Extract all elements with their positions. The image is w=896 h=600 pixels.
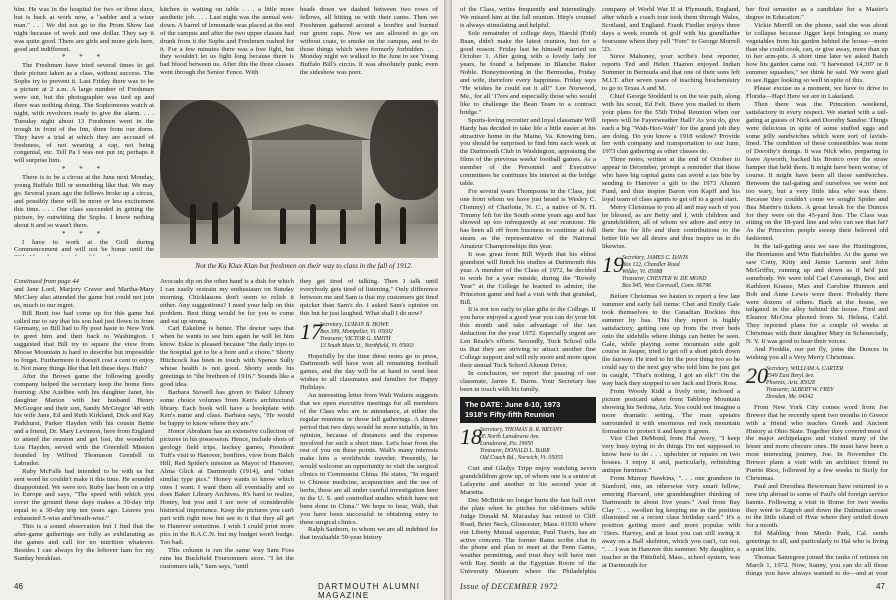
- paragraph: Hopefully by the time these notes go to press, Dartmouth will have won all remaining football games, and the day will be at hand to send best wishes to all classmates and families for Happy Holidays.: [300, 352, 438, 392]
- paragraph: It is not too early to plan gifts to the College. If you have enjoyed a good year you can do your bit this month and take advantage of the tax deduction for the year 1972. Especially urgent are Len Reade's efforts. Secondly, Tuck School tells us that they are striving to attract another fine College support and will rely more and more upon their annual Tuck School Alumni Drive.: [460, 306, 596, 369]
- reunion-title: 1918's Fifty-fifth Reunion: [465, 410, 555, 420]
- paragraph: of the Class, writes frequently and interestingly. We missed him at the fall reunion. Hirp's counsel is always stimulating and helpful.: [460, 6, 596, 29]
- paragraph: After the Brown game the following goodly company helped the secretary keep the home fires burning: Abe Axelbee with his daughter Janet, his daughter Marion with her husband Henry McGregor and their son, Sandy McGregor '48 with his wife Jane, Ed and Ruth Kirkland, Dick and Kay Parkhurst, Parker Hayden with his cousin Bettie and a friend, Dr. Mary Levinson, here from England to attend the reunion and get lost, the wonderful Lou Hayden, served with the Greenfell Mission founded by Wilfred Thomason Grenfell in Labrador.: [14, 372, 154, 467]
- paragraph: I have to work at the Grill during Commencement and will not be home until the: [14, 238, 154, 254]
- photo-caption: Not the Ku Klux Klan but freshmen on their way to class in the fall of 1912.: [195, 262, 413, 270]
- magazine-name: DARTMOUTH ALUMNI MAGAZINE: [318, 582, 421, 600]
- secretary-line: Secretary, LUMAN B. HOWE: [320, 321, 389, 328]
- paragraph: Honor Abraham has an extensive collection of pictures in his possession. Hence, include shots of geology field trips, hockey games, President Tuft's visit to Hanover, bonfires, view from Balch Hill, Red Spider's mission as Mayor of Hanover, Alma Glick at Dartmouth (1914), and "other similar type pics." Honey wants to know which ones I want. I want them all eventually and so does Baker Library Archives. It's hard to realize, Honey, but you and I are now of considerable historical importance. Keep the pictures you can't part with right now but see to it that they all get to Hanover sometime. I wish I could print more pics in the B.A.C.N. but my budget won't budge. Too bad.: [160, 428, 294, 546]
- paragraph: Barbara Stowell has given to Baker Library some choice volumes from Ken's architectural library. Each book will have a bookplate with Ken's name and class. Barbara says, "He would be happy to know where they are.": [160, 388, 294, 428]
- issue-date: Issue of DECEMBER 1972: [460, 582, 558, 591]
- paragraph: Vickie Merrill on the phone, said she was about to collapse because Jigger kept bringing so many vegetables from his garden behind the house—more than she could cook, can, or give away, more than up to her arm-pits. A short time later we asked Batch how his garden came out. "I harvested 14,307 or 8 summer squashes," we think he said. We were glad to see Jigger looking so well in spite of this.: [746, 21, 888, 85]
- left-col1-top: [14, 6, 154, 256]
- secretary-address: Wilder, Vt. 05088: [622, 269, 663, 276]
- class-number: 18: [460, 424, 482, 450]
- secretary-address: 2549 East Beryl Ave.: [766, 372, 815, 379]
- paragraph: From Murray Hawkins, ". . . one grandson in Stanford, one, an otherwise very smart fellow, entering Harvard, one granddaughter thinking of Dartmouth in about five years." And from Ray Clay ". . . swollen leg keeping me in the position illustrated on a recent class birthday card." It's a position getting more and more popular with '19ers. Harvey, and at least you can still swing it away on a Ball skeleton, which you can't, cut out. ". . . I was in Hanover this summer. My daughter, a teacher in the Pittsfield, Mass., school system, was at Dartmouth for: [602, 474, 740, 569]
- paragraph: Three notes, written at the end of October to appear in December, prompt a reminder that those who have big capital gains can avoid a tax bite by sending to Hanover a gift to the 1973 Alumni Fund, and thus inspire Baron von Kapff and his loyal team of class agents to get off to a good start.: [602, 156, 740, 203]
- secretary-line: Secretary, THOMAS B. R. BRYANT: [480, 427, 563, 434]
- paragraph: Please excuse us a moment, we have to drive to Florida—Hap! Here we are in Lakeland.: [746, 85, 888, 100]
- secretary-address: Box 399, Montpelier, Vt. 05602: [320, 328, 393, 335]
- paragraph: In conclusion, we report the passing of our classmate, James E. Burns. Your Secretary has been in touch with his family.: [460, 369, 596, 393]
- right-col3: [746, 6, 888, 576]
- left-col1-bottom: [14, 278, 154, 576]
- class-number: 20: [746, 362, 768, 388]
- right-page: [452, 0, 896, 600]
- treasurer-line: Treasurer, CHESTER W. DE MOND: [622, 276, 707, 283]
- treasurer-line: Treasurer, ALBERT W. FREY: [766, 386, 834, 393]
- paragraph: Avocado dip on the other hand is a dish for which I can easily restrain my enthusiasm on Sunday morning. Chicklasons don't seem to relish it either. Any suggestions? I need your help on this problem. Best thing would be for you to come and eat up strong.: [160, 278, 294, 325]
- left-col3-top: [300, 6, 438, 96]
- paragraph: Merry Christmas to you all and may each of you be blessed, as are Betty and I, with children and grandchildren, all of whom we adore and envy in their fun for life and their contributions to the better life we all desire and thus inspire us to do likewise.: [602, 203, 740, 251]
- freshmen-photo: [160, 100, 438, 258]
- paragraph: Sole remainder of college days, Harold (Frid) Bean, didn't make the latest reunion, but for a good reason. Friday last he himself married on October 1. After going with a lovely lady for years, he found a helpmate in Blanche Baker Noble. Honeymooning in the Bermudas, Friday and wife, therefore every happiness. Friday says "He wishes he could eat it all!" Lee Norwood, Me., for all '17ers and especially those who would like to challenge the Bean Team to a contract bridge.": [460, 29, 596, 116]
- paragraph: Doc McBride no longer hurts the fast ball over the plate when he pitches for old-timers while Judge Donald M. Macaulay has retired to Cliff Road, Brier Neck, Gloucester, Mass. 01930 where our Liberty Mutual superstar, Paul Travis, has an active concern. The former Rams scribe chat in the phone and plan to meet at the Penn Game, weather permitting, and trust they will have met with Ray Smith at the Egyptian Room of the University Museum where the Philadelphia: [460, 497, 596, 576]
- class-number: 17: [300, 318, 322, 344]
- treasurer-line: Treasurer, DONALD L. BARR: [480, 448, 550, 455]
- paragraph: and Jane Lord, Marjory Craver and Martha-Mary McClary also attended the game but could not join us, much to our regret.: [14, 285, 154, 309]
- secretary-address: Box 122, Chandler Road: [622, 262, 680, 269]
- paragraph: Paul and Dorothea Bewerman have returned to a new trip abroad to some of Paul's old foreign service haunts. Following a visit in Rome for two weeks they went to Zagreb and down the Dalmatian coast to the little island of Hvar where they settled down for a month.: [746, 482, 888, 530]
- paragraph: Ruby McFalls had intended to be with us but sent word he couldn't make it this time. He sounded disappointed. We were too. Ruby has been on a trip to Europe and says, "The speed with which you cover the ground these days makes a 30-day trip equal to a 30-day trip ten years ago. Leaves you exhausted 5-wise and breath-wise.": [14, 467, 154, 523]
- paragraph: Vice Chet DeMond, from Hal Avery, "I keep very busy trying to do things I'm not supposed to know how to do . . . upholster or repairs on two houses. I enjoy it and, particularly, refinishing antique furniture.": [602, 435, 740, 475]
- secretary-line: Secretary, JAMES C. DAVIS: [622, 255, 688, 262]
- paragraph: heads down we dashed between two rows of fellows, all hitting us with their canes. Then we Freshmen gathered around a bonfire and burned our green caps. Now we are allowed to go on without coats, to smoke on the campus, and to do those things which were formerly forbidden. . . . Monday night we walked to the June to see Young Buffalo Bill's circus. It was absolutely punk; even the sideshow was poor.: [300, 6, 438, 77]
- paragraph: From Woody Kidd a lively note, inclosed a picture postcard taken from Tabletop Mountain showing his Sedona, Ariz. You could not imagine a more dramatic setting. The man upstairs surrounded it with enormous red rock mountain formation to protect it and keep it green.: [602, 387, 740, 435]
- paragraph: kitchen to waiting on table . . . a little more aesthetic job. . . . Last night was the annual wet-down. A barrel of lemonade was placed at the end of the campus and after the two upper classes had drunk from it the Sophs and Freshmen rushed for it. For a few minutes there was a free fight, but they wouldn't let us fight long because there is bad blood between us. After this the three classes went through the Senior Fence. With: [160, 6, 294, 77]
- paragraph: him. He was in the hospital for two or three days, but is back at work now, a "sadder and a wiser man." . . . We did not go to the Prom Show last night because of work and one dollar. They say it was quite good. There are girls and more girls here, good and indifferent.: [14, 6, 154, 53]
- separator-stars: * * *: [62, 229, 106, 238]
- paragraph: Sports-loving recruiter and loyal classmate Will Hardy has decided to take life a little easier at his attractive home in the Maine, Va. Knowing him, you should be surprised to find him each week at the Dartmouth Club in Washington, appraising the films of the previous weeks' football games. As a member of the Personnel and Executive committees he continues his interest at the bridge table.: [460, 116, 596, 187]
- secretary-address: Phoenix, Ariz. 85028: [766, 379, 815, 386]
- class-1920-header: [746, 362, 888, 401]
- paragraph: This is a sound observation but I find that the after-game gatherings are fully as exhilarating as the games and call for no nutrition whatever. Besides I can always fry the leftover ham for my Sunday breakfast.: [14, 523, 154, 562]
- reunion-date-box: [460, 397, 596, 423]
- paragraph: company of World War II at Plymouth, England, after which a coach tour took them through Wales, Scotland, and England. Frank Fiedler enjoys three days a week rounds of golf with his grandfather foursome where they yell "Fore" to George Morrell '23.: [602, 6, 740, 53]
- separator-stars: * * *: [62, 53, 106, 62]
- secretary-address: Lansdowne, Pa. 19050: [480, 441, 534, 448]
- page-number-left: 46: [14, 582, 23, 591]
- spine-gutter: [444, 0, 452, 600]
- paragraph: This column is run the same way Sam Foss runs his Buckfield Foursonners store. "I let the customers talk," Sam says, "until: [160, 546, 294, 570]
- paragraph: Ralph Sanborn, to whom we are all indebted for that invaluable 50-year history: [300, 526, 438, 542]
- continued-note: Continued from page 44: [14, 278, 79, 285]
- left-col2-top: [160, 6, 294, 96]
- secretary-address: 95 North Lansdowne Ave.: [480, 434, 540, 441]
- paragraph: Then there was the Princeton weekend, satisfactory in every respect. We started with a tail-gating at guests of Nick and Dorothy Sandoe. Things were delicious in spite of some stuffed eggs and some jelly sandwiches which were sort of lavish-lined. The condition of these comestibles was none of Dorothy's doings. It was Nick who, preparing to leave Ayworth, backed his Bronco over the straw hamper that held them. It might have been worse, of course. It might have been all those sandwiches. Between the tail-gating and ourselves we were not too wary, but a very little idea who was there. Because they couldn't come we sought Spider and Bea Martin's tickets. A great break for the Dunces for they were on the 45-yard line. The Class was sitting on the 18-yard line and who can see that far? As the Princeton people sweep their beloved old fashioned.: [746, 100, 888, 243]
- paragraph: There is to be a circus at the June next Monday, young Buffalo Bill or something like that. We may go. Several years ago the fellows broke up a circus, and possibly there will be more or less excitement this time. . . . Our class succeeded in getting the picture, by outwitting the Sophs. I know nothing about it and so wasn't there.: [14, 174, 154, 229]
- paragraph: For several years Thompsons in the Class, just one from whom we have just heard is Wesley C. (Tommy) of Charlotte, N. C., a native of N. H. Tommy left for the South some years ago and has showed up too infrequently at our reunions. He has been all off from business to continue at full steam as the representative of the National Amateur Championships this year.: [460, 187, 596, 251]
- class-number: 19: [602, 252, 624, 278]
- page-number-right: 47: [876, 582, 885, 591]
- paragraph: From New York City comes word from Joe Brewer that he recently spent two months in Greece with a friend who teaches Greek and Ancient History at Ohio State. Together they covered most of the major archipelagos and visited many of the lesser and more obscure ones. He must have been a most interesting journey, Joe. In November Dr. Brewer plans a visit with an architect friend in Puerto Rico, followed by a few weeks in Sicily for Christmas.: [746, 403, 888, 482]
- left-col2-bottom: [160, 278, 294, 576]
- treasurer-address: Box 945, West Cornwall, Conn. 06796: [622, 283, 711, 290]
- paragraph: Curt and Gladys Tripp enjoy watching seven grandchildren grow up, of whom one is a senior at Lafayette and another in his second year at Marietta.: [460, 465, 596, 497]
- separator-stars: * * *: [62, 165, 106, 174]
- treasurer-line: Treasurer, VICTOR G. SMITH: [320, 335, 391, 342]
- paragraph: And Freddie, our pet fly, joins the Dunces in wishing you all a Very Merry Christmas.: [746, 345, 888, 361]
- paragraph: Carl Eskeline is better. The doctor says that when he wants to see him again he will let him know. Eskie is pleased because "the daily trips to the hospital got to be a bore and a chore." Shorty Hitchcock has been in touch with Spence Sully whose health is not good. Shorty sends his greetings to "the brethren of 1916." Sounds like a good idea.: [160, 325, 294, 388]
- paragraph: In the tail-gating area we saw the Huntingtons, the Brentanos and Win Batchelder. At the game we saw Cotty, Kitty and Jamie Larmon and John McGriffin, running up and down as if he'd just somebody. We were told Carl Cavanaugh, Doc and Kathleen Krause, Max and Caroline Hunnon and Bob and Anne Lewis were there. Probably there were dozens of others. Back at the house, we tailgated in the alley behind the house. Fred and Eleanor McCrea phoned from St. Helena, Calif. They reported plans for a couple of weeks at Christmas with their daughter Mary in Schenectady, N. Y. It was good to hear their voices.: [746, 243, 888, 346]
- right-col2: [602, 6, 740, 576]
- left-col3-bottom: [300, 278, 438, 576]
- paragraph: they get tired of talking. Then I talk until everybody gets tired of listening." Only difference between me and Sam is that my customers get tired quicker than Sam's do. I asked Sam's opinion on this but he just laughed. What shall I do now?: [300, 278, 438, 317]
- paragraph: her first semester as a candidate for a Master's degree in Education.": [746, 6, 888, 21]
- paragraph: Bill Brett too had come up for this game but called me to say that his son had just flown in from Germany, so Bill had to fly post haste to New York to greet him and then back to Washington. I suggested that Bill try to square the view from Moose Mountain is hard to describe but impossible to forget. Furthermore it doesn't cost a cent to enjoy it. Not many things like that left these days. Huh?: [14, 309, 154, 372]
- paragraph: Before Christmas we hasten to report a few late summer and early fall items: Chet and Emily Gale took themselves to the Canadian Rockies this summer by bus. This they report is highly satisfactory, getting one up from the river beds onto the sidehills where things can better be seen. Gale, while playing some mountain side golf course in Jasper, tried to get off a short pitch down the fairway. He tried to hit the poor thing too so he could say to the next guy who told him he just got in caught, "That's nothing, I got an elk!" On the way back they stopped to see Jack and Doris Ross.: [602, 293, 740, 388]
- class-1918-header: [460, 424, 596, 462]
- class-1917-header: [300, 318, 438, 350]
- paragraph: Ed Mahling from Menlo Park, Cal. sends greetings to all, and particularly to Hal who is living a quiet life.: [746, 530, 888, 554]
- left-page: [0, 0, 444, 600]
- treasurer-address: 13 South Main St., Northfield, Vt. 05663: [320, 342, 414, 349]
- paragraph: Chief George Stoddard is on the war path, along with his scout, Ed Felt. Have you mailed to them your plans for the 55th Tribal Reunion when our tepees will be Fayerweather Hall? As you do, give each a big "Wah-Hoo-Wah" for the grand job they are doing. Do you know a 1918 widow? Provide her with company and transportation to our June, 1973 clan gathering as other classes do.: [602, 92, 740, 156]
- paragraph: An interesting letter from Walt Walters suggests that we open executive meetings for all members of the Class who are in attendance, at either the regular reunions or those fall gatherings. A dinner period that two days would be more suitable, in his opinion, because of distances and the expense involved for such a short time. Let's hear from the rest of you on these points. Walt's many interests make him a worldwide traveler. Presently, he would welcome an opportunity to visit the surgical clinics in Communist China. He states, "In regard to Chinese medicine, acupuncture and the use of herbs, these are all under careful investigation here in the U. S. and controlled studies which have not been done in China." We hope to hear, Walt, that you have been successful in obtaining entry to these surgical clinics.: [300, 392, 438, 526]
- paragraph: It was great from Bill Wyeth that his eldest grandson will finish his studies at Dartmouth this year. A member of the Class of 1972, he decided to work for a year outside, during the "Rowdy Year" at the College he learned to admire, the Princeton game and had a visit with that grandad, Bill.: [460, 251, 596, 306]
- paragraph: Thomas Sanregren joined the ranks of retirees on March 1, 1972. Now, Sunny, you can do all those things you have always wanted to do—and at your: [746, 554, 888, 576]
- secretary-line: Secretary, WILLIAM A. CARTER: [766, 365, 844, 372]
- paragraph: Steve Mahoney, your scribe's best reporter, reports Ted and Helen Haaren enjoyed Indian Summer in Bermuda and that one of their sons left M.I.T. after seven years of teaching biochemistry to go to Texas A and M.: [602, 53, 740, 93]
- treasurer-address: Dresden, Me. 04342: [766, 393, 814, 400]
- right-col1: [460, 6, 596, 576]
- treasurer-address: Old Coach Rd., Norwich, Vt. 05055: [480, 455, 563, 462]
- class-1919-header: [602, 252, 740, 290]
- reunion-date: The DATE: June 8-10, 1973: [465, 400, 561, 410]
- paragraph: The Freshmen have tried several times to get their picture taken as a class, without success. The Sophs try to prevent it. Last Friday there was to be a picture at 2 a.m. A large number of Freshmen were out, but the photographer was tied up and there was nothing doing. The Sophomores watch at night, with revolvers ready to give the alarm. . . . Tuesday night about 13 Freshmen went in the trough in front of the Inn, three from our dorm. They have a trial at which they are accused of freshness, of not wearing a cap, not being congenial, etc. Tell Pa I was not put in; perhaps it will surprise him.: [14, 62, 154, 165]
